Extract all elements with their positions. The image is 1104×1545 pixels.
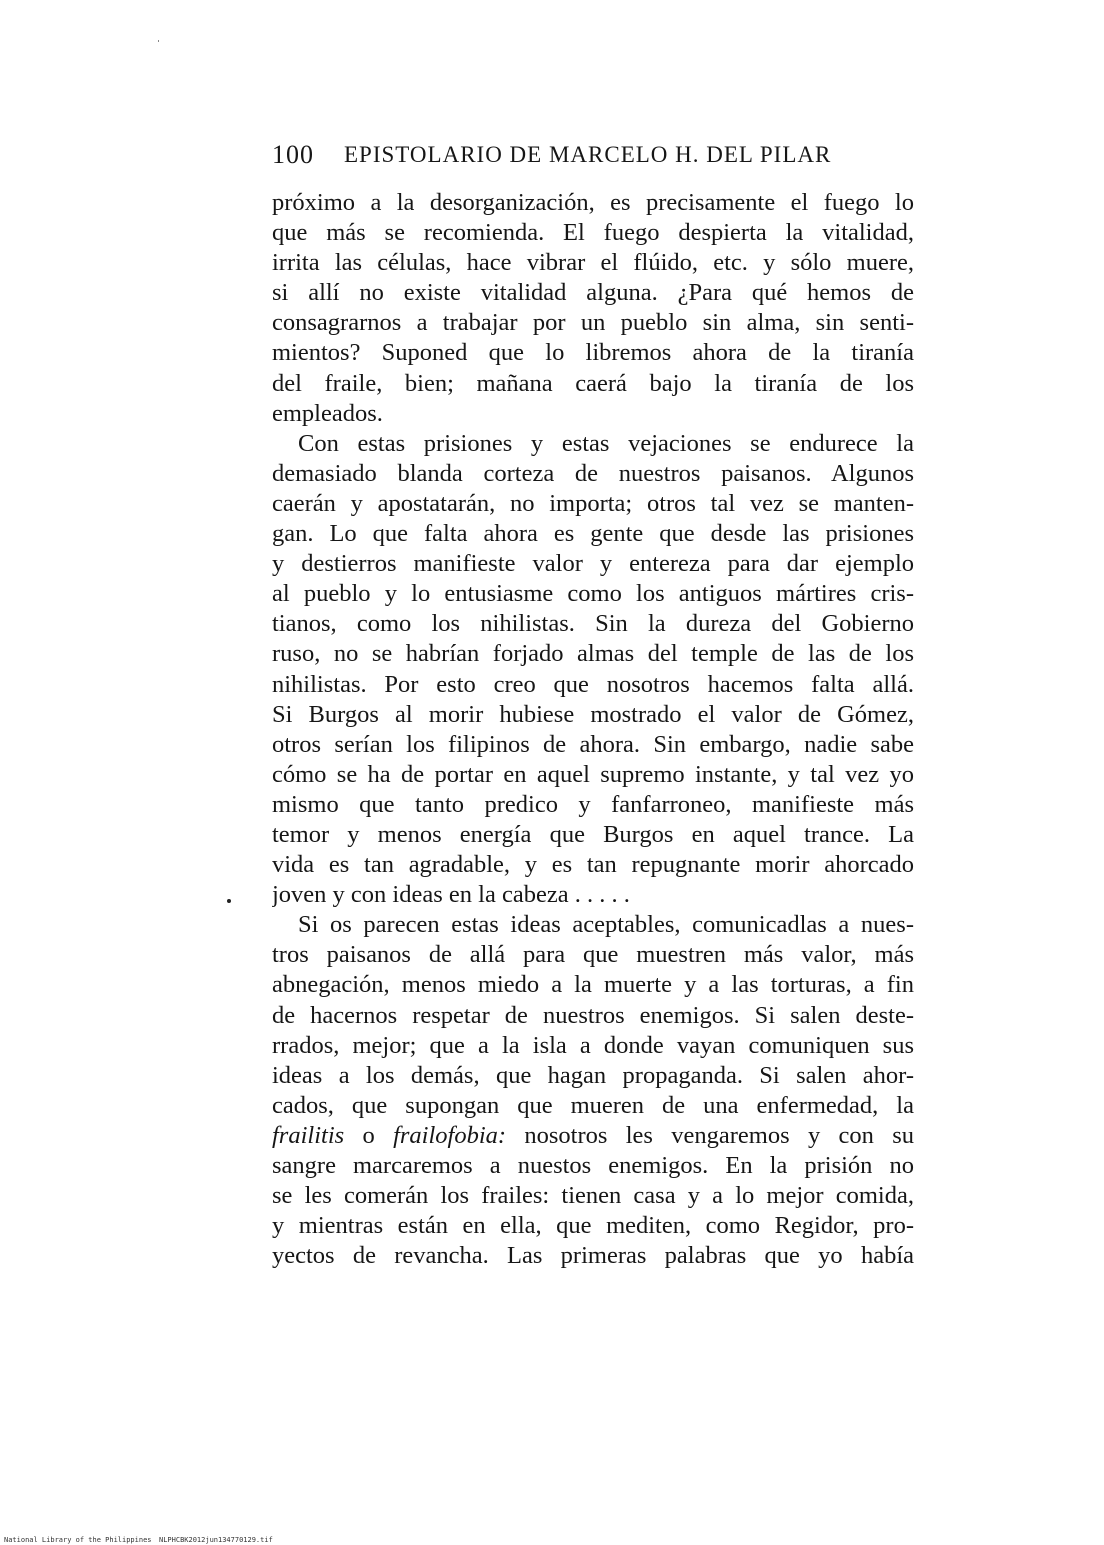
paragraph-3 [272, 910, 914, 1271]
text-line: joven y con ideas en la cabeza . . . . . [272, 881, 630, 909]
text-line: abnegación, menos miedo a la muerte y a las torturas, a fin [272, 971, 914, 999]
margin-mark [227, 899, 231, 903]
text-line: mientos? Suponed que lo libremos ahora de la tiranía [272, 339, 914, 367]
text-line: y mientras están en ella, que mediten, como Regidor, pro- [272, 1212, 914, 1240]
text-line: Si os parecen estas ideas aceptables, comunicadlas a nues- [298, 911, 914, 939]
scan-speck [158, 40, 159, 42]
text-line: vida es tan agradable, y es tan repugnante morir ahorcado [272, 851, 914, 879]
text-line: irrita las células, hace vibrar el flúido, etc. y sólo muere, [272, 249, 914, 277]
text-line: demasiado blanda corteza de nuestros paisanos. Algunos [272, 459, 914, 487]
text-line: si allí no existe vitalidad alguna. ¿Para qué hemos de [272, 279, 914, 307]
page-header [272, 140, 852, 172]
text-line: otros serían los filipinos de ahora. Sin embargo, nadie sabe [272, 730, 914, 758]
text-line: ideas a los demás, que hagan propaganda. Si salen ahor- [272, 1061, 914, 1089]
text-line: que más se recomienda. El fuego despierta la vitalidad, [272, 219, 914, 247]
connector-text: o [344, 1121, 394, 1149]
text-line: mismo que tanto predico y fanfarroneo, manifieste más [272, 790, 914, 818]
italic-term: frailofobia: [393, 1121, 507, 1149]
page-number: 100 [272, 140, 314, 169]
text-line: y destierros manifieste valor y entereza para dar ejemplo [272, 550, 914, 578]
text-line: ruso, no se habrían forjado almas del temple de las de los [272, 640, 914, 668]
text-line: tros paisanos de allá para que muestren más valor, más [272, 941, 914, 969]
text-line-italic-terms [272, 1121, 914, 1151]
text-line: consagrarnos a trabajar por un pueblo sin alma, sin senti- [272, 309, 914, 337]
text-line: temor y menos energía que Burgos en aquel trance. La [272, 820, 914, 848]
text-line: cómo se ha de portar en aquel supremo instante, y tal vez yo [272, 760, 914, 788]
text-line: al pueblo y lo entusiasme como los antiguos mártires cris- [272, 580, 914, 608]
line-remainder: nosotros les vengaremos y con su [506, 1121, 914, 1149]
text-line: de hacernos respetar de nuestros enemigos. Si salen deste- [272, 1001, 914, 1029]
paragraph-1 [272, 188, 914, 429]
text-line: rrados, mejor; que a la isla a donde vayan comuniquen sus [272, 1031, 914, 1059]
text-line: nihilistas. Por esto creo que nosotros hacemos falta allá. [272, 670, 914, 698]
paragraph-2 [272, 429, 914, 911]
scan-file-id: NLPHCBK2012jun134770129.tif [159, 1536, 273, 1544]
text-line: empleados. [272, 399, 383, 427]
text-line: Con estas prisiones y estas vejaciones se endurece la [298, 429, 914, 457]
text-line: caerán y apostatarán, no importa; otros tal vez se manten- [272, 489, 914, 517]
text-line: cados, que supongan que mueren de una enfermedad, la [272, 1091, 914, 1119]
text-line: se les comerán los frailes: tienen casa y a lo mejor comida, [272, 1182, 914, 1210]
text-line: del fraile, bien; mañana caerá bajo la tiranía de los [272, 369, 914, 397]
text-line: yectos de revancha. Las primeras palabras que yo había [272, 1242, 914, 1270]
text-line: Si Burgos al morir hubiese mostrado el valor de Gómez, [272, 700, 914, 728]
body-text [272, 188, 914, 1271]
italic-term: frailitis [272, 1121, 345, 1149]
running-title: EPISTOLARIO DE MARCELO H. DEL PILAR [344, 142, 832, 167]
scan-source: National Library of the Philippines [4, 1536, 152, 1544]
text-line: tianos, como los nihilistas. Sin la dureza del Gobierno [272, 610, 914, 638]
text-line: gan. Lo que falta ahora es gente que desde las prisiones [272, 520, 914, 548]
text-line: sangre marcaremos a nuestos enemigos. En la prisión no [272, 1152, 914, 1179]
text-line: próximo a la desorganización, es precisamente el fuego lo [272, 189, 914, 216]
